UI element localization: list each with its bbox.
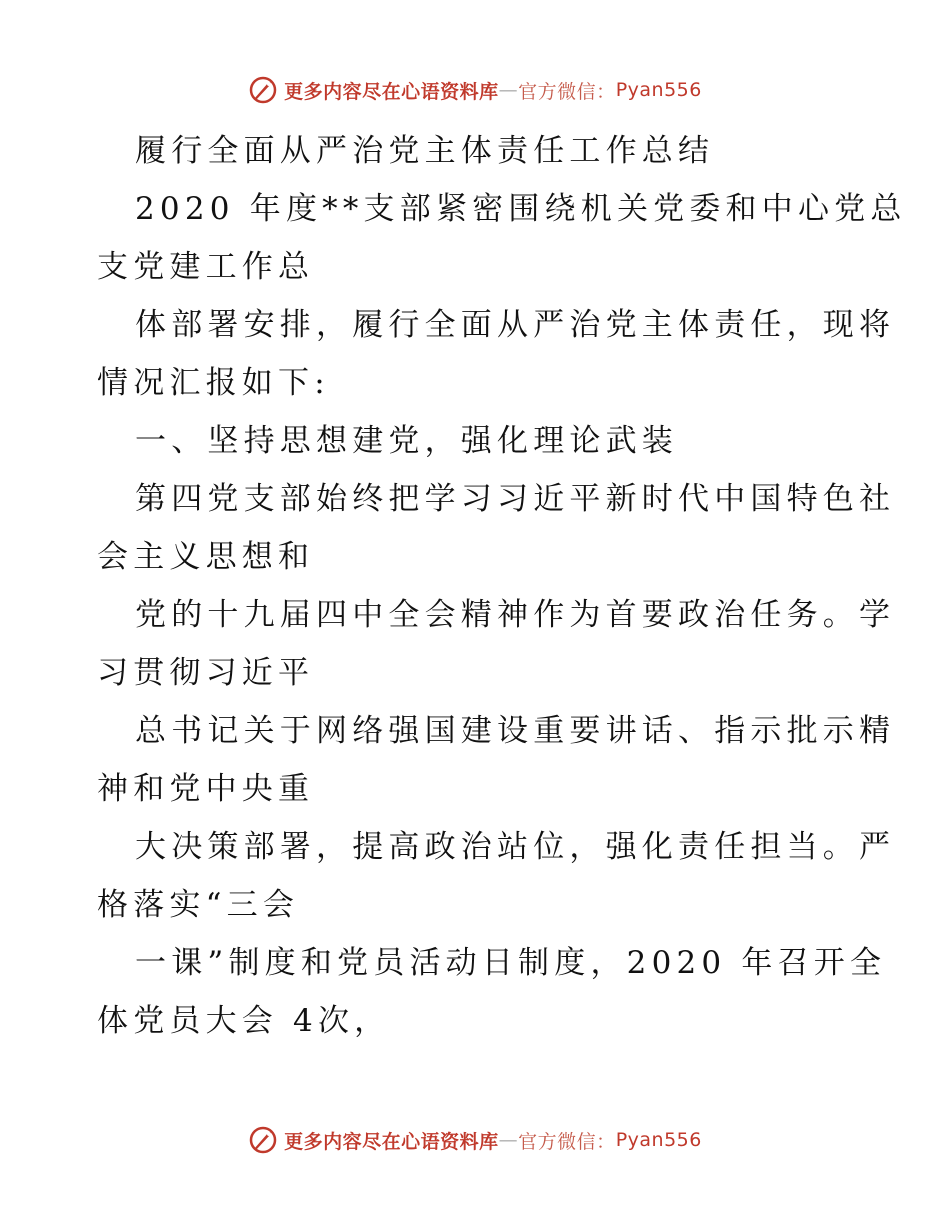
paragraph-line: 一课”制度和党员活动日制度，2020 年召开全 xyxy=(135,945,887,981)
paragraph-line: 格落实“三会 xyxy=(97,887,300,923)
paragraph-line: 会主义思想和 xyxy=(97,539,315,575)
paragraph-line: 神和党中央重 xyxy=(97,771,315,807)
section-heading: 一、坚持思想建党，强化理论武装 xyxy=(135,423,678,459)
watermark-sub-text: 官方微信： xyxy=(518,1130,616,1153)
watermark-main-text: 更多内容尽在心语资料库 xyxy=(284,1130,499,1153)
paragraph-line: 第四党支部始终把学习习近平新时代中国特色社 xyxy=(135,481,896,517)
watermark-wechat-id: Pyan556 xyxy=(615,79,702,101)
paragraph-line: 总书记关于网络强国建设重要讲话、指示批示精 xyxy=(135,713,896,749)
watermark-main-text: 更多内容尽在心语资料库 xyxy=(284,80,499,103)
paragraph-line: 情况汇报如下: xyxy=(97,365,330,401)
document-body xyxy=(97,122,907,1050)
quill-pen-logo-icon xyxy=(248,75,278,105)
footer-watermark xyxy=(0,1120,950,1160)
paragraph-line: 党的十九届四中全会精神作为首要政治任务。学 xyxy=(135,597,896,633)
paragraph-line: 大决策部署，提高政治站位，强化责任担当。严 xyxy=(135,829,896,865)
paragraph-line: 体部署安排，履行全面从严治党主体责任，现将 xyxy=(135,307,896,343)
watermark-dash: — xyxy=(498,1129,519,1151)
quill-pen-logo-icon xyxy=(248,1125,278,1155)
paragraph-line: 2020 年度**支部紧密围绕机关党委和中心党总 xyxy=(135,191,907,227)
document-title: 履行全面从严治党主体责任工作总结 xyxy=(135,133,715,169)
header-watermark xyxy=(0,70,950,110)
paragraph-line: 支党建工作总 xyxy=(97,249,315,285)
watermark-dash: — xyxy=(498,79,519,101)
watermark-sub-text: 官方微信： xyxy=(518,80,616,103)
paragraph-line: 习贯彻习近平 xyxy=(97,655,315,691)
paragraph-line: 体党员大会 4次， xyxy=(97,1003,391,1039)
watermark-wechat-id: Pyan556 xyxy=(615,1129,702,1151)
